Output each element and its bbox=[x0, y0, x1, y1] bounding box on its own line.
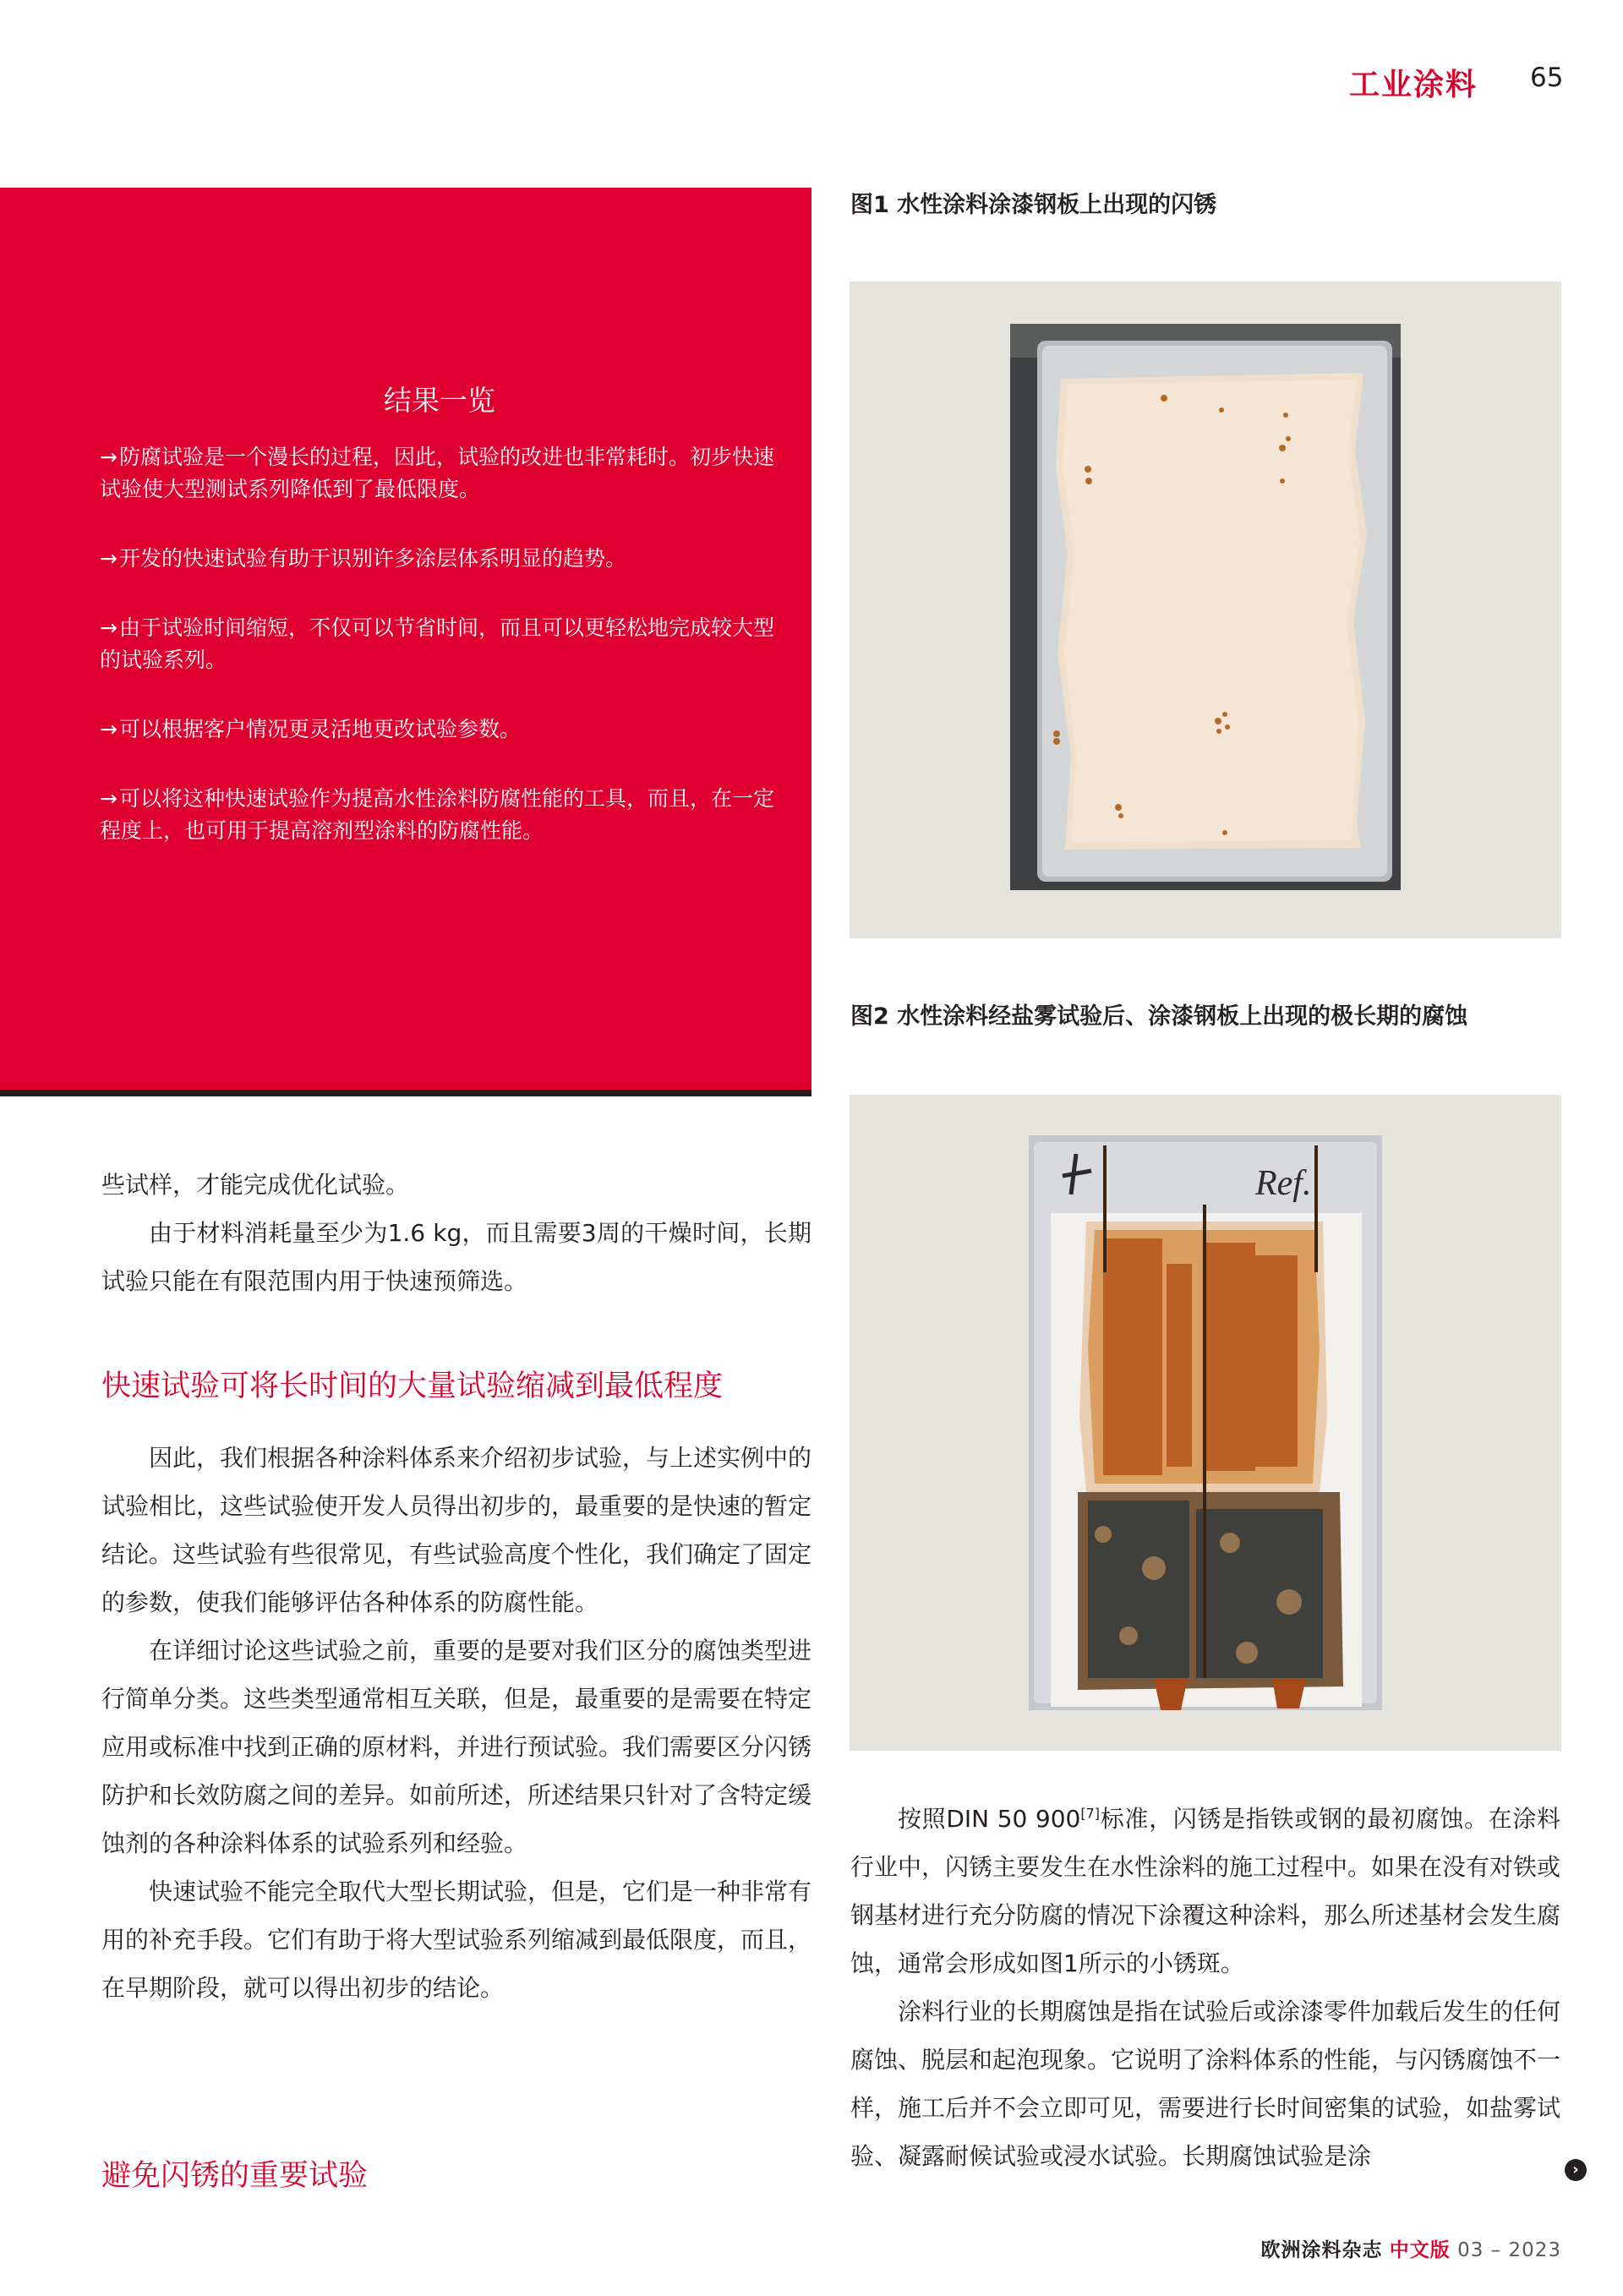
arrow-right-icon: → bbox=[100, 786, 117, 811]
footer-edition: 中文版 bbox=[1389, 2239, 1451, 2261]
chevron-right-circle-icon: › bbox=[1565, 2159, 1587, 2181]
body-text-left-top bbox=[101, 1161, 812, 1305]
summary-item-text: 由于试验时间缩短，不仅可以节省时间，而且可以更轻松地完成较大型的试验系列。 bbox=[100, 615, 774, 672]
reference-marker: [7] bbox=[1080, 1805, 1101, 1822]
paragraph-text: 按照DIN 50 900 bbox=[898, 1805, 1081, 1833]
long-term-corrosion-panel-image bbox=[850, 1095, 1561, 1751]
summary-item bbox=[100, 543, 783, 575]
figure1-caption: 图1 水性涂料涂漆钢板上出现的闪锈 bbox=[850, 192, 1217, 218]
summary-item-text: 可以根据客户情况更灵活地更改试验参数。 bbox=[118, 717, 521, 741]
paragraph: 快速试验不能完全取代大型长期试验，但是，它们是一种非常有用的补充手段。它们有助于将大型试验系列缩减到最低限度，而且，在早期阶段，就可以得出初步的结论。 bbox=[101, 1878, 812, 2002]
paragraph: 在详细讨论这些试验之前，重要的是要对我们区分的腐蚀类型进行简单分类。这些类型通常相互关联，但是，最重要的是需要在特定应用或标准中找到正确的原材料，并进行预试验。我们需要区分闪锈防护和长效防腐之间的差异。如前所述，所述结果只针对了含特定缓蚀剂的各种涂料体系的试验系列和经验。 bbox=[101, 1637, 812, 1857]
summary-list bbox=[100, 441, 783, 884]
paragraph: 些试样，才能完成优化试验。 bbox=[101, 1171, 410, 1199]
footer-issue: 03 – 2023 bbox=[1457, 2239, 1561, 2261]
paragraph-text: 标准，闪锈是指铁或钢的最初腐蚀。在涂料行业中，闪锈主要发生在水性涂料的施工过程中。如果在没有对铁或钢基材进行充分防腐的情况下涂覆这种涂料，那么所述基材会发生腐蚀，通常会形成如图1所示的小锈斑。 bbox=[850, 1805, 1561, 1977]
arrow-right-icon: → bbox=[100, 717, 117, 741]
panel-label: Ref. bbox=[1255, 1164, 1312, 1203]
body-text-right bbox=[850, 1795, 1560, 2180]
section-title: 工业涂料 bbox=[1349, 68, 1478, 102]
summary-item-text: 可以将这种快速试验作为提高水性涂料防腐性能的工具，而且，在一定程度上，也可用于提高溶剂型涂料的防腐性能。 bbox=[100, 786, 774, 843]
summary-box-rule bbox=[0, 1090, 812, 1096]
summary-item bbox=[100, 783, 783, 847]
paragraph: 因此，我们根据各种涂料体系来介绍初步试验，与上述实例中的试验相比，这些试验使开发人员得出初步的，最重要的是快速的暂定结论。这些试验有些很常见，有些试验高度个性化，我们确定了固定的参数，使我们能够评估各种体系的防腐性能。 bbox=[101, 1444, 812, 1616]
footer bbox=[1247, 2234, 1561, 2262]
summary-item bbox=[100, 713, 783, 746]
arrow-right-icon: → bbox=[100, 445, 117, 469]
body-text-left-mid bbox=[101, 1434, 812, 2012]
subheading-flash-rust-tests: 避免闪锈的重要试验 bbox=[101, 2159, 369, 2193]
flash-rust-panel-image bbox=[850, 282, 1561, 938]
paragraph bbox=[850, 1795, 1560, 1987]
paragraph: 涂料行业的长期腐蚀是指在试验后或涂漆零件加载后发生的任何腐蚀、脱层和起泡现象。它说明了涂料体系的性能，与闪锈腐蚀不一样，施工后并不会立即可见，需要进行长时间密集的试验，如盐雾试验、凝露耐候试验或浸水试验。长期腐蚀试验是涂 bbox=[850, 1998, 1561, 2170]
arrow-right-icon: → bbox=[100, 615, 117, 640]
summary-item bbox=[100, 441, 783, 506]
arrow-right-icon: → bbox=[100, 546, 117, 571]
summary-item bbox=[100, 612, 783, 676]
figure2-photo bbox=[850, 1095, 1561, 1751]
subheading-quick-test: 快速试验可将长时间的大量试验缩减到最低程度 bbox=[101, 1369, 724, 1403]
figure1-photo bbox=[850, 282, 1561, 938]
summary-title: 结果一览 bbox=[384, 384, 495, 417]
footer-magazine: 欧洲涂料杂志 bbox=[1260, 2239, 1383, 2261]
summary-item-text: 开发的快速试验有助于识别许多涂层体系明显的趋势。 bbox=[118, 546, 626, 571]
paragraph: 由于材料消耗量至少为1.6 kg，而且需要3周的干燥时间，长期试验只能在有限范围内用于快速预筛选。 bbox=[101, 1219, 812, 1295]
page-number: 65 bbox=[1530, 63, 1564, 93]
summary-item-text: 防腐试验是一个漫长的过程，因此，试验的改进也非常耗时。初步快速试验使大型测试系列降低到了最低限度。 bbox=[100, 445, 774, 501]
figure2-caption: 图2 水性涂料经盐雾试验后、涂漆钢板上出现的极长期的腐蚀 bbox=[850, 1003, 1468, 1030]
